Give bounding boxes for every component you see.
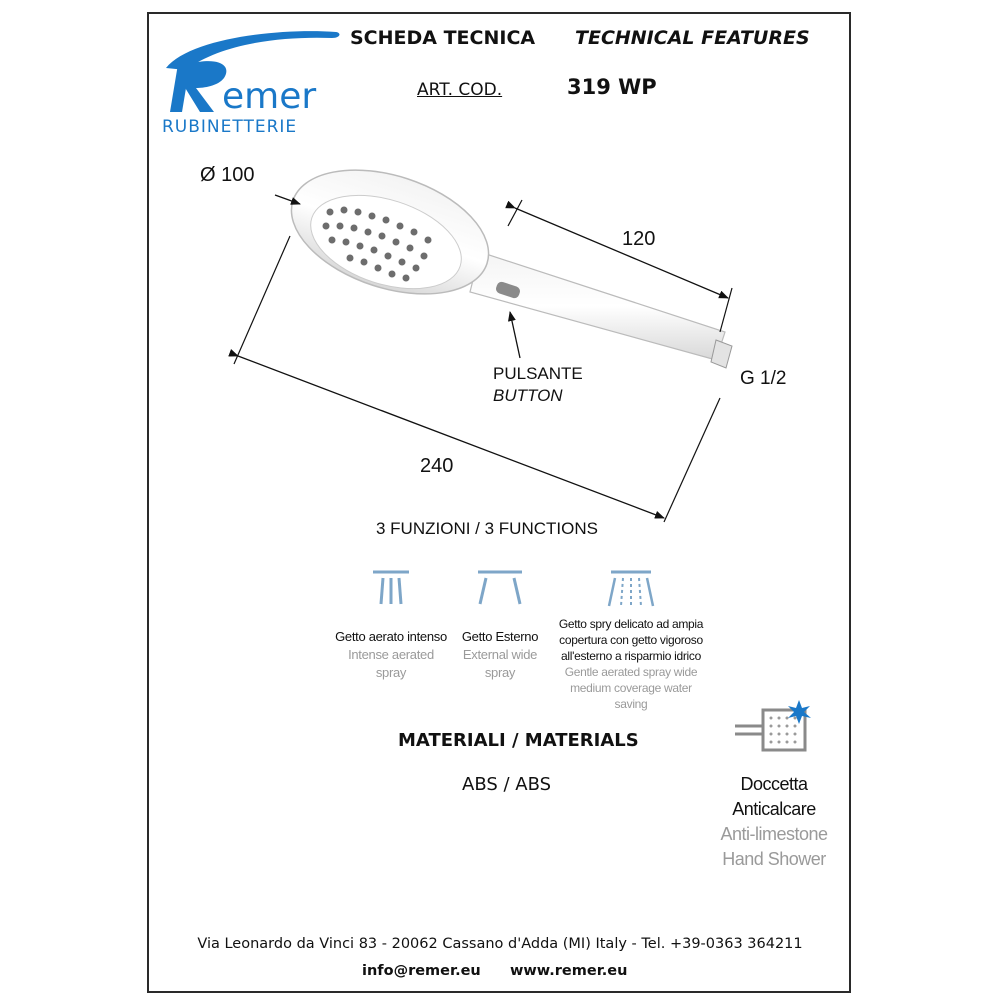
function-3-en-line3: saving <box>614 697 648 711</box>
handle-length-label: 120 <box>622 228 656 250</box>
function-1-it: Getto aerato intenso <box>335 629 447 644</box>
function-1 <box>328 568 454 682</box>
external-wide-spray-icon <box>474 568 526 608</box>
button-label-en: BUTTON <box>493 386 563 405</box>
website-link[interactable]: www.remer.eu <box>510 963 628 979</box>
button-label-it: PULSANTE <box>493 364 583 383</box>
anti-limestone-icon <box>733 698 815 758</box>
gentle-spray-icon <box>605 568 657 610</box>
function-3-it-line3: all'esterno a risparmio idrico <box>560 649 702 663</box>
function-1-en-line1: Intense aerated <box>348 647 434 662</box>
function-2 <box>454 568 546 682</box>
brand-subtitle: RUBINETTERIE <box>162 117 298 137</box>
function-2-en-line1: External wide <box>462 647 538 662</box>
function-3-en-line2: medium coverage water <box>570 681 692 695</box>
button-arrow <box>510 312 520 358</box>
functions-title: 3 FUNZIONI / 3 FUNCTIONS <box>376 519 598 538</box>
thread-label: G 1/2 <box>740 368 787 389</box>
total-length-label: 240 <box>420 455 454 477</box>
anti-limestone-it-line1: Doccetta <box>740 774 808 794</box>
intense-aerated-spray-icon <box>369 568 413 608</box>
function-3-it-line1: Getto spry delicato ad ampia <box>558 617 704 631</box>
anti-limestone-en-line1: Anti-limestone <box>720 824 828 844</box>
anti-limestone-it-line2: Anticalcare <box>732 799 816 819</box>
title-english: TECHNICAL FEATURES <box>575 27 810 49</box>
dim-240-line <box>238 356 664 518</box>
function-2-en-line2: spray <box>484 665 516 680</box>
email-link[interactable]: info@remer.eu <box>362 963 481 979</box>
diameter-label: Ø 100 <box>200 164 255 186</box>
function-1-en-line2: spray <box>375 665 407 680</box>
article-code-label: ART. COD. <box>417 80 503 100</box>
function-3-en-line1: Gentle aerated spray wide <box>564 665 698 679</box>
anti-limestone-en-line2: Hand Shower <box>722 849 826 869</box>
company-address: Via Leonardo da Vinci 83 - 20062 Cassano d'Adda (MI) Italy - Tel. +39-0363 364211 <box>197 936 803 952</box>
function-3-it-line2: copertura con getto vigoroso <box>559 633 703 647</box>
materials-title: MATERIALI / MATERIALS <box>398 730 639 751</box>
anti-limestone-label <box>712 772 836 872</box>
title-italian: SCHEDA TECNICA <box>350 27 536 49</box>
function-2-it: Getto Esterno <box>461 629 539 644</box>
hand-shower-drawing <box>180 160 820 530</box>
materials-value: ABS / ABS <box>462 774 552 795</box>
logo-text: emer <box>222 76 317 117</box>
function-3 <box>556 568 706 712</box>
article-code: 319 WP <box>567 75 657 99</box>
handle <box>470 252 725 360</box>
